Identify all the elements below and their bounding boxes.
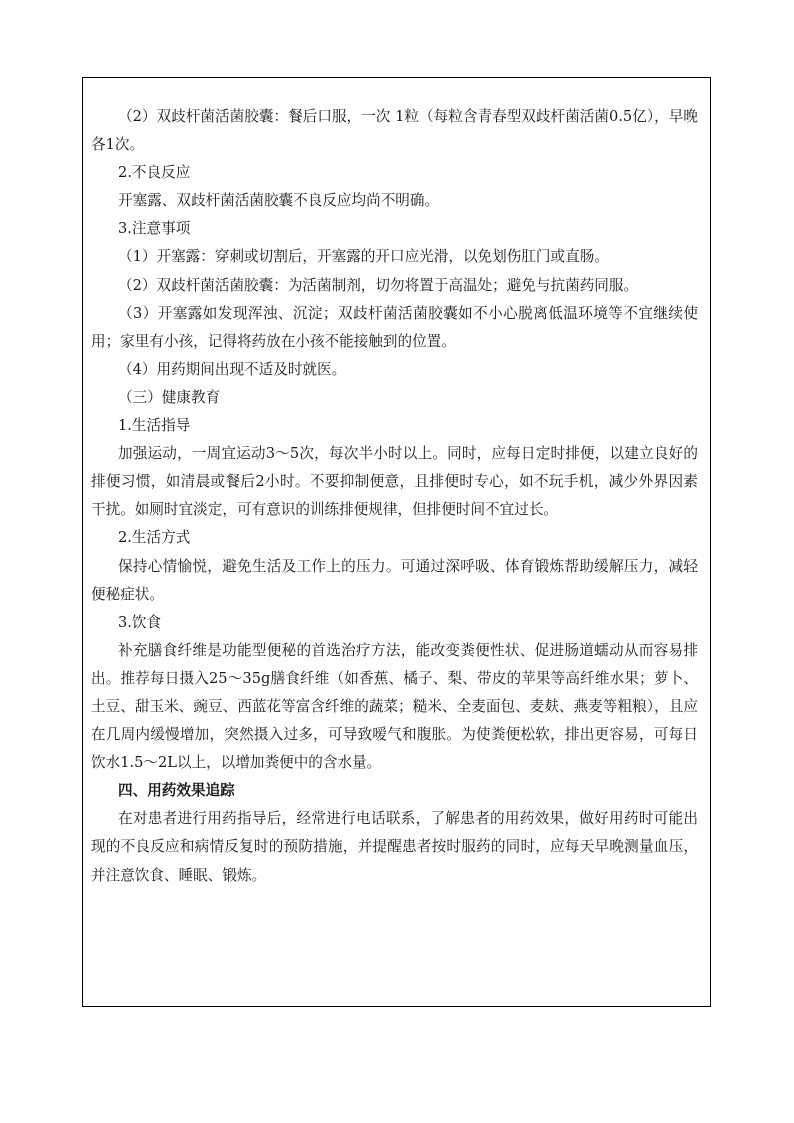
section-health-education: （三）健康教育 bbox=[118, 388, 221, 406]
precaution-2: （2）双歧杆菌活菌胶囊：为活菌制剂，切勿将置于高温处；避免与抗菌药同服。 bbox=[118, 276, 639, 294]
diet-text: 补充膳食纤维是功能型便秘的首选治疗方法，能改变粪便性状、促进肠道蠕动从而容易排出。推荐每日摄入25～35g膳食纤维（如香蕉、橘子、梨、带皮的苹果等高纤维水果；萝卜、土豆、甜玉米、豌豆、西蓝花等富含纤维的蔬菜；糙米、全麦面包、麦麸、燕麦等粗粮），且应在几周内缓慢增加，突然摄入过多，可导致嗳气和腹胀。为使粪便松软，排出更容易，可每日饮水1.5～2L以上，以增加粪便中的含水量。 bbox=[91, 641, 698, 772]
precaution-3: （3）开塞露如发现浑浊、沉淀；双歧杆菌活菌胶囊如不小心脱离低温环境等不宜继续使用；家里有小孩，记得将药放在小孩不能接触到的位置。 bbox=[91, 304, 698, 350]
section-medication-followup: 四、用药效果追踪 bbox=[118, 782, 235, 800]
lifestyle-text: 保持心情愉悦，避免生活及工作上的压力。可通过深呼吸、体育锻炼帮助缓解压力，减轻便秘症状。 bbox=[91, 557, 698, 603]
medication-followup-text: 在对患者进行用药指导后，经常进行电话联系，了解患者的用药效果，做好用药时可能出现的不良反应和病情反复时的预防措施，并提醒患者按时服药的同时，应每天早晚测量血压，并注意饮食、睡眠、锻炼。 bbox=[91, 810, 698, 884]
dosage-bifidobacterium: （2）双歧杆菌活菌胶囊：餐后口服，一次 1粒（每粒含青春型双歧杆菌活菌0.5亿），早晚各1次。 bbox=[91, 108, 698, 154]
subsection-life-guidance: 1.生活指导 bbox=[118, 417, 191, 435]
precaution-1: （1）开塞露：穿刺或切割后，开塞露的开口应光滑，以免划伤肛门或直肠。 bbox=[118, 248, 609, 266]
adverse-reactions-text: 开塞露、双歧杆菌活菌胶囊不良反应均尚不明确。 bbox=[118, 192, 440, 210]
subsection-lifestyle: 2.生活方式 bbox=[118, 529, 191, 547]
life-guidance-text: 加强运动，一周宜运动3～5次，每次半小时以上。同时，应每日定时排便，以建立良好的排便习惯，如清晨或餐后2小时。不要抑制便意，且排便时专心，如不玩手机，减少外界因素干扰。如厕时宜淡定，可有意识的训练排便规律，但排便时间不宜过长。 bbox=[91, 445, 698, 519]
subsection-diet: 3.饮食 bbox=[118, 613, 162, 631]
section-precautions: 3.注意事项 bbox=[118, 220, 191, 238]
precaution-4: （4）用药期间出现不适及时就医。 bbox=[118, 360, 347, 378]
document-content bbox=[91, 103, 698, 890]
section-adverse-reactions: 2.不良反应 bbox=[118, 164, 191, 182]
